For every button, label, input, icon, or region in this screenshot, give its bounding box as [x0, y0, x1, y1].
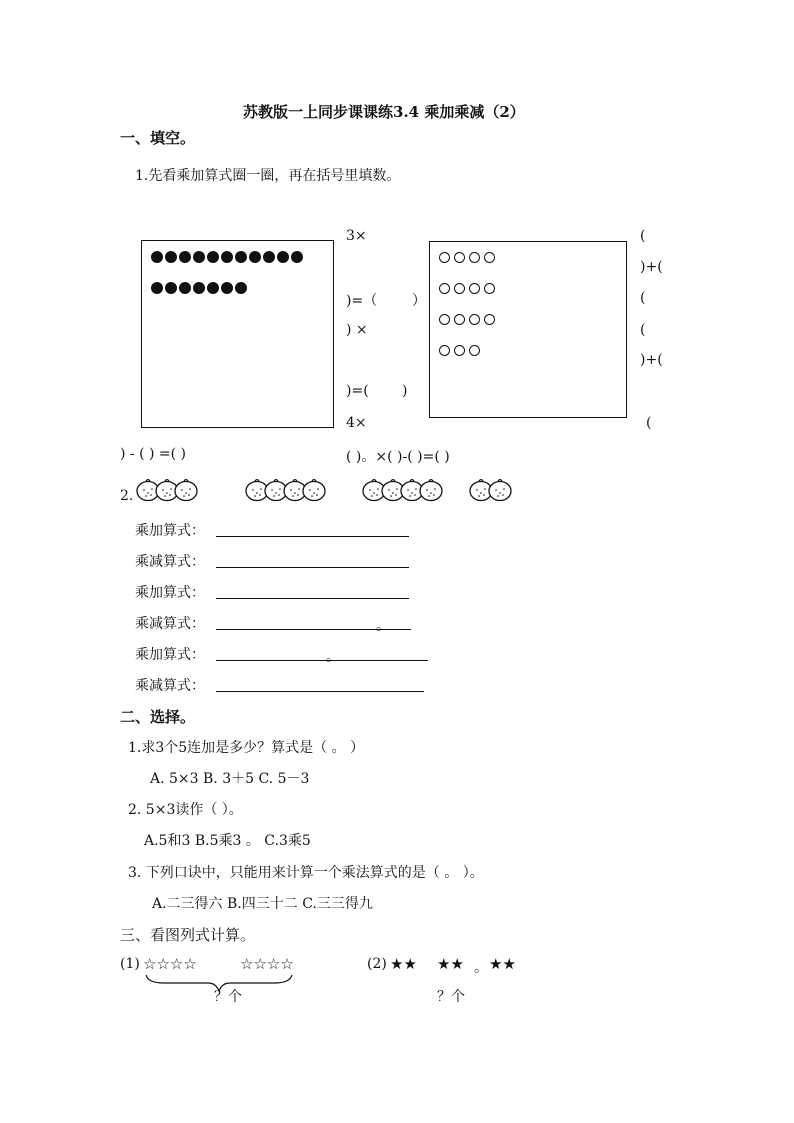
filled-dot	[165, 251, 177, 263]
hollow-circle-row	[439, 283, 495, 294]
frag-r4: (	[640, 322, 646, 338]
filled-dot	[277, 251, 289, 263]
right-circle-box	[429, 241, 627, 418]
answer-line-label: 乘加算式：	[135, 585, 205, 601]
hollow-circle	[469, 252, 480, 263]
frag-eq2-close: )	[402, 383, 408, 399]
frag-r1: (	[640, 228, 646, 244]
p2-question: ？个	[437, 989, 465, 1005]
hollow-circle-row	[439, 314, 495, 325]
filled-dot	[179, 251, 191, 263]
filled-dot	[221, 282, 233, 294]
frag-eq1-close: ）	[412, 293, 426, 309]
hollow-circle-row	[439, 252, 495, 263]
answer-line-label: 乘减算式：	[135, 616, 205, 632]
p2-stars-c: ★★	[489, 955, 516, 973]
answer-line-mark: 。	[326, 649, 340, 665]
hollow-circle	[484, 314, 495, 325]
page-title: 苏教版一上同步课课练3.4 乘加乘减（2）	[243, 103, 525, 121]
hollow-circle	[454, 314, 465, 325]
filled-dot	[193, 282, 205, 294]
frag-r2: )+(	[640, 259, 663, 275]
hollow-circle	[469, 345, 480, 356]
section2-heading: 二、选择。	[120, 708, 196, 726]
answer-blank-line[interactable]	[216, 598, 409, 599]
frag-x: ) ×	[346, 322, 368, 338]
q1-bottom-left: ) - ( ) =( )	[120, 446, 187, 462]
answer-blank-line[interactable]	[216, 536, 409, 537]
s2-q3-options: A.二三得六 B.四三十二 C.三三得九	[152, 896, 373, 912]
fruit-icon	[487, 476, 513, 502]
hollow-circle	[439, 252, 450, 263]
q2-number: 2.	[120, 488, 134, 504]
p2-stars-b: ★★	[437, 955, 464, 973]
filled-dot	[151, 251, 163, 263]
s2-q2-text: 2. 5×3读作（ ）。	[128, 802, 243, 818]
hollow-circle	[454, 252, 465, 263]
p2-stars-a: ★★	[390, 955, 417, 973]
answer-blank-line[interactable]	[216, 567, 409, 568]
p1-question: ？个	[214, 989, 242, 1005]
frag-r5: )+(	[640, 352, 663, 368]
p2-mark: 。	[474, 960, 488, 976]
fruit-icon	[301, 476, 327, 502]
p2-label: (2)	[367, 956, 387, 972]
s2-q3-text: 3. 下列口诀中，只能用来计算一个乘法算式的是（ 。 ）。	[128, 865, 484, 881]
filled-dot	[249, 251, 261, 263]
hollow-circle-row	[439, 345, 480, 356]
frag-r6: (	[646, 415, 652, 431]
hollow-circle	[454, 283, 465, 294]
filled-dot	[207, 282, 219, 294]
filled-dot	[291, 251, 303, 263]
filled-dot	[193, 251, 205, 263]
q1-bottom-right: ( )。×( )-( )=( )	[346, 449, 450, 465]
section3-heading: 三、看图列式计算。	[120, 926, 256, 944]
frag-eq1: )=（	[346, 293, 378, 309]
answer-line-label: 乘减算式：	[135, 678, 205, 694]
q1-prompt: 1.先看乘加算式圈一圈，再在括号里填数。	[135, 168, 401, 184]
filled-dot	[221, 251, 233, 263]
p1-label: (1)	[120, 956, 140, 972]
filled-dot	[207, 251, 219, 263]
answer-blank-line[interactable]	[216, 660, 428, 661]
p1-stars-a: ☆☆☆☆	[143, 955, 197, 973]
hollow-circle	[484, 252, 495, 263]
hollow-circle	[439, 314, 450, 325]
filled-dot	[179, 282, 191, 294]
p1-stars-b: ☆☆☆☆	[240, 955, 294, 973]
answer-line-label: 乘加算式：	[135, 523, 205, 539]
hollow-circle	[469, 283, 480, 294]
s2-q1-text: 1.求3个5连加是多少？算式是（ 。 ）	[128, 740, 365, 756]
section1-heading: 一、填空。	[120, 129, 196, 147]
filled-dot	[263, 251, 275, 263]
fruit-icon	[173, 476, 199, 502]
hollow-circle	[454, 345, 465, 356]
s2-q1-options: A. 5×3 B. 3＋5 C. 5－3	[150, 771, 310, 787]
answer-line-mark: 。	[376, 618, 390, 634]
fruit-icon	[418, 476, 444, 502]
frag-4x: 4×	[346, 415, 367, 431]
answer-line-label: 乘加算式：	[135, 647, 205, 663]
hollow-circle	[484, 283, 495, 294]
frag-r3: (	[640, 290, 646, 306]
answer-line-label: 乘减算式：	[135, 554, 205, 570]
hollow-circle	[439, 345, 450, 356]
answer-blank-line[interactable]	[216, 691, 424, 692]
filled-dot-row-1	[151, 251, 303, 263]
filled-dot	[235, 282, 247, 294]
filled-dot	[235, 251, 247, 263]
filled-dot	[165, 282, 177, 294]
hollow-circle	[439, 283, 450, 294]
frag-eq2: )=(	[346, 383, 369, 399]
frag-3x: 3×	[346, 228, 367, 244]
left-dot-box	[141, 240, 334, 428]
s2-q2-options: A.5和3 B.5乘3 。 C.3乘5	[144, 833, 311, 849]
filled-dot	[151, 282, 163, 294]
filled-dot-row-2	[151, 282, 247, 294]
hollow-circle	[469, 314, 480, 325]
